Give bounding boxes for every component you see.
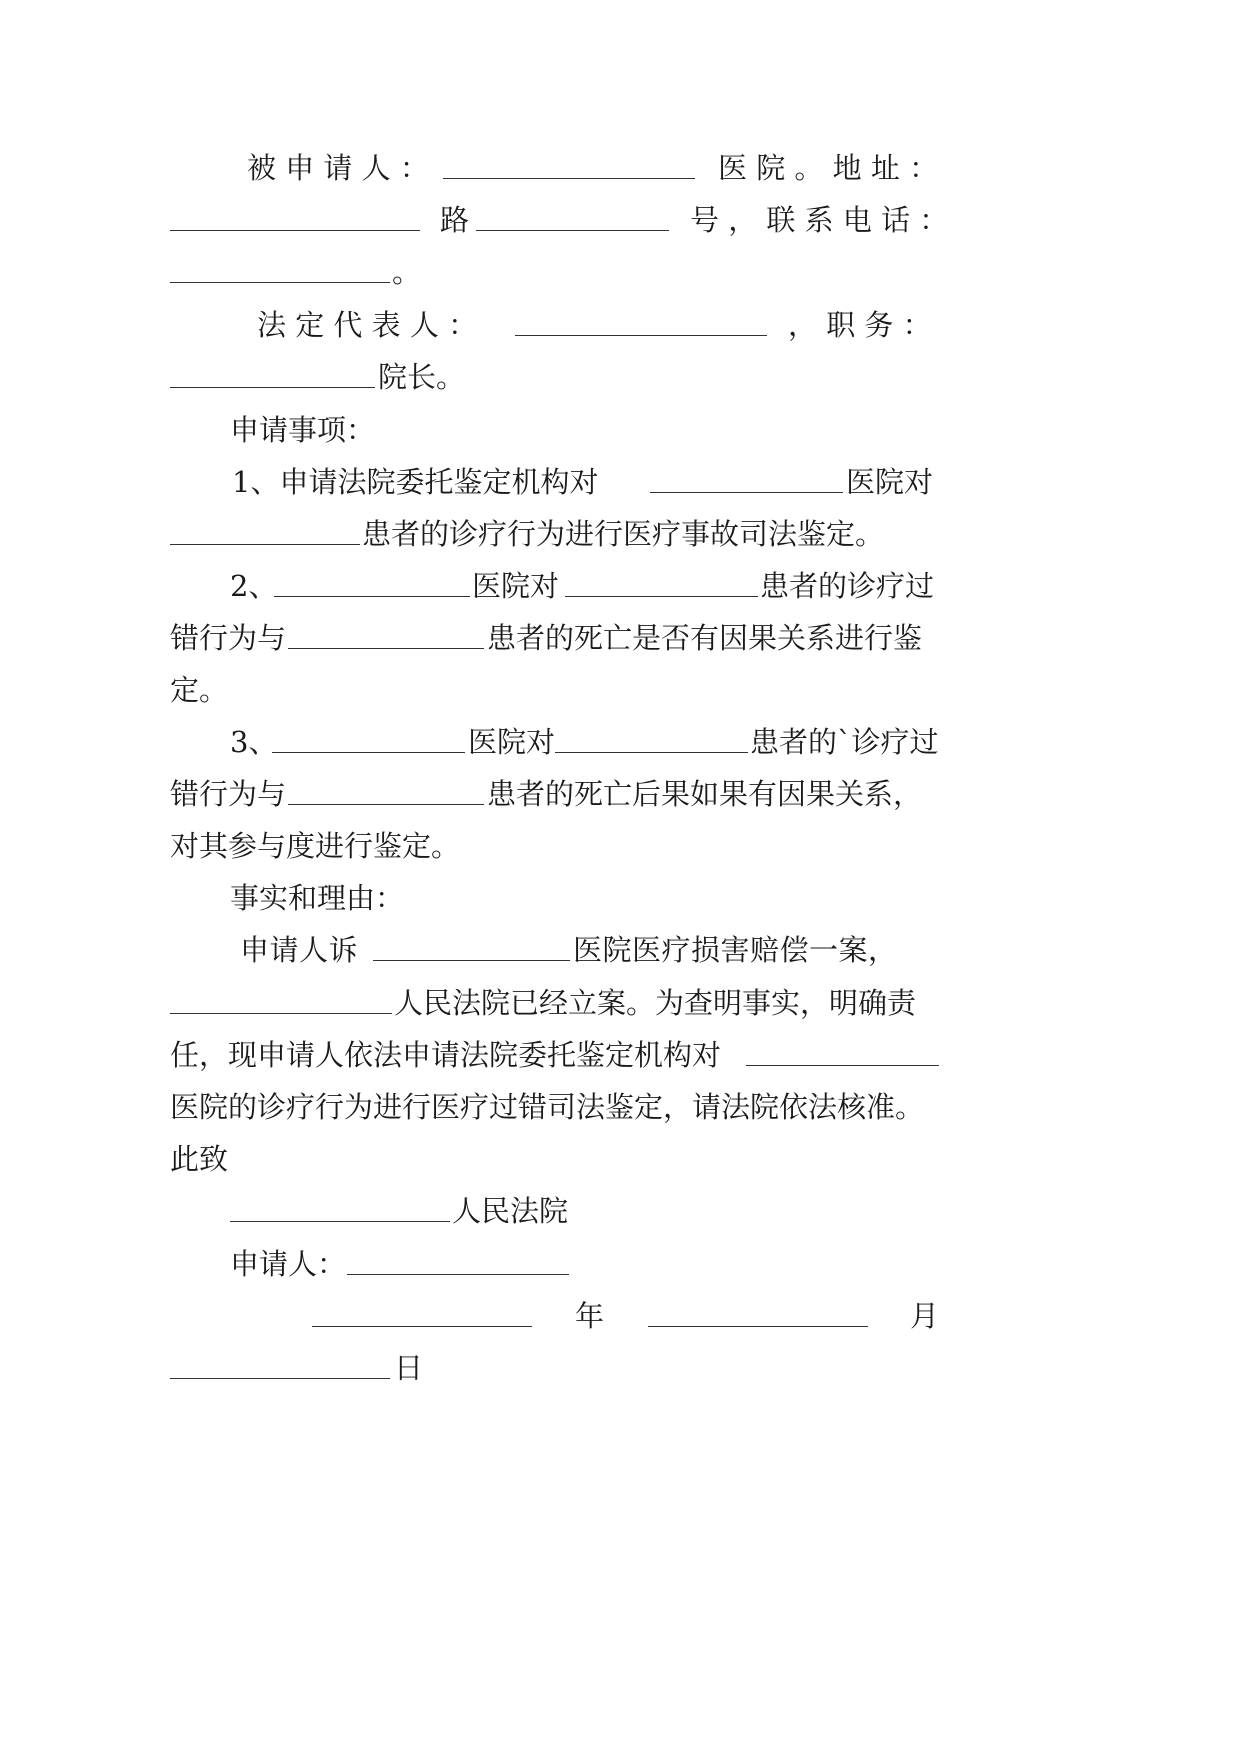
facts-heading-line bbox=[0, 878, 1241, 918]
phone-period: 。 bbox=[392, 255, 422, 289]
item1-line1 bbox=[0, 462, 1241, 502]
court-blank bbox=[230, 1221, 450, 1222]
respondent-hospital-address-label: 医 院 。 地 址 ： bbox=[718, 151, 939, 185]
month-label: 月 bbox=[910, 1299, 940, 1333]
request-heading: 申请事项： bbox=[230, 413, 376, 447]
facts-line4 bbox=[0, 1087, 1241, 1127]
facts-line1 bbox=[0, 930, 1241, 970]
facts-hospital-blank bbox=[373, 960, 570, 961]
item3-death-blank bbox=[288, 804, 484, 805]
respondent-label: 被 申 请 人 ： bbox=[247, 151, 429, 185]
legal-rep-blank bbox=[515, 335, 767, 336]
item3-line1 bbox=[0, 722, 1241, 762]
position-label: ， 职 务 ： bbox=[788, 308, 932, 342]
item2-death-blank bbox=[288, 648, 484, 649]
respondent-line bbox=[0, 148, 1241, 188]
address-blank bbox=[170, 230, 420, 231]
item3-hospital-blank bbox=[272, 752, 465, 753]
facts-l2: 人民法院已经立案。为查明事实，明确责 bbox=[394, 986, 917, 1020]
respondent-hospital-blank bbox=[443, 178, 695, 179]
phone-line bbox=[0, 252, 1241, 292]
applicant-label: 申请人： bbox=[230, 1247, 347, 1281]
item2-line2b: 患者的死亡是否有因果关系进行鉴 bbox=[487, 621, 923, 655]
applicant-line bbox=[0, 1244, 1241, 1284]
item3-line2 bbox=[0, 774, 1241, 814]
number-phone-label: 号 ， 联 系 电 话 ： bbox=[690, 203, 949, 237]
item2-line3 bbox=[0, 670, 1241, 710]
item3-line2b: 患者的死亡后果如果有因果关系， bbox=[487, 777, 923, 811]
item2-line3-text: 定。 bbox=[170, 673, 229, 707]
item2-hospital-to: 医院对 bbox=[472, 569, 560, 603]
road-number-blank bbox=[476, 230, 669, 231]
item3-line3-text: 对其参与度进行鉴定。 bbox=[170, 829, 461, 863]
facts-l1a: 申请人诉 bbox=[240, 933, 359, 967]
road-label: 路 bbox=[440, 203, 470, 237]
item1-hospital-blank bbox=[650, 492, 843, 493]
legal-rep-label: 法 定 代 表 人 ： bbox=[257, 308, 478, 342]
position-line bbox=[0, 357, 1241, 397]
court-line bbox=[0, 1191, 1241, 1231]
item2-line2 bbox=[0, 618, 1241, 658]
item1-prefix: 1、申请法院委托鉴定机构对 bbox=[232, 465, 599, 499]
item3-patient-blank bbox=[555, 752, 748, 753]
day-blank bbox=[170, 1378, 390, 1379]
position-title: 院长。 bbox=[378, 360, 466, 394]
item3-line3 bbox=[0, 826, 1241, 866]
item2-line1 bbox=[0, 566, 1241, 606]
day-label: 日 bbox=[394, 1351, 424, 1385]
phone-blank bbox=[170, 282, 390, 283]
item3-prefix: 3、 bbox=[230, 725, 278, 759]
facts-l1b: 医院医疗损害赔偿一案， bbox=[573, 933, 898, 967]
closing-line bbox=[0, 1139, 1241, 1179]
item2-line2a: 错行为与 bbox=[170, 621, 287, 655]
legal-rep-line bbox=[0, 305, 1241, 345]
day-line bbox=[0, 1348, 1241, 1388]
item2-patient-blank bbox=[565, 596, 758, 597]
month-blank bbox=[648, 1326, 868, 1327]
date-line bbox=[0, 1296, 1241, 1336]
item3-line2a: 错行为与 bbox=[170, 777, 287, 811]
item2-prefix: 2、 bbox=[230, 569, 278, 603]
item1-hospital-to: 医院对 bbox=[846, 465, 934, 499]
facts-line2 bbox=[0, 983, 1241, 1023]
applicant-blank bbox=[347, 1274, 569, 1275]
item3-hospital-to: 医院对 bbox=[468, 725, 556, 759]
item2-patient: 患者的诊疗过 bbox=[760, 569, 935, 603]
facts-l3: 任，现申请人依法申请法院委托鉴定机构对 bbox=[170, 1038, 722, 1072]
year-blank bbox=[312, 1326, 532, 1327]
year-label: 年 bbox=[575, 1299, 605, 1333]
item1-patient-blank bbox=[170, 544, 360, 545]
facts-court-blank bbox=[170, 1013, 392, 1014]
court-label: 人民法院 bbox=[452, 1194, 569, 1228]
address-line bbox=[0, 200, 1241, 240]
facts-heading: 事实和理由： bbox=[230, 881, 405, 915]
position-blank bbox=[170, 387, 375, 388]
facts-hospital2-blank bbox=[746, 1065, 939, 1066]
item1-line2 bbox=[0, 514, 1241, 554]
item3-patient: 患者的`诊疗过 bbox=[750, 725, 939, 759]
facts-l4: 医院的诊疗行为进行医疗过错司法鉴定，请法院依法核准。 bbox=[170, 1090, 925, 1124]
item1-rest: 患者的诊疗行为进行医疗事故司法鉴定。 bbox=[362, 517, 885, 551]
item2-hospital-blank bbox=[274, 596, 470, 597]
request-heading-line bbox=[0, 410, 1241, 450]
closing-text: 此致 bbox=[170, 1142, 229, 1176]
facts-line3 bbox=[0, 1035, 1241, 1075]
